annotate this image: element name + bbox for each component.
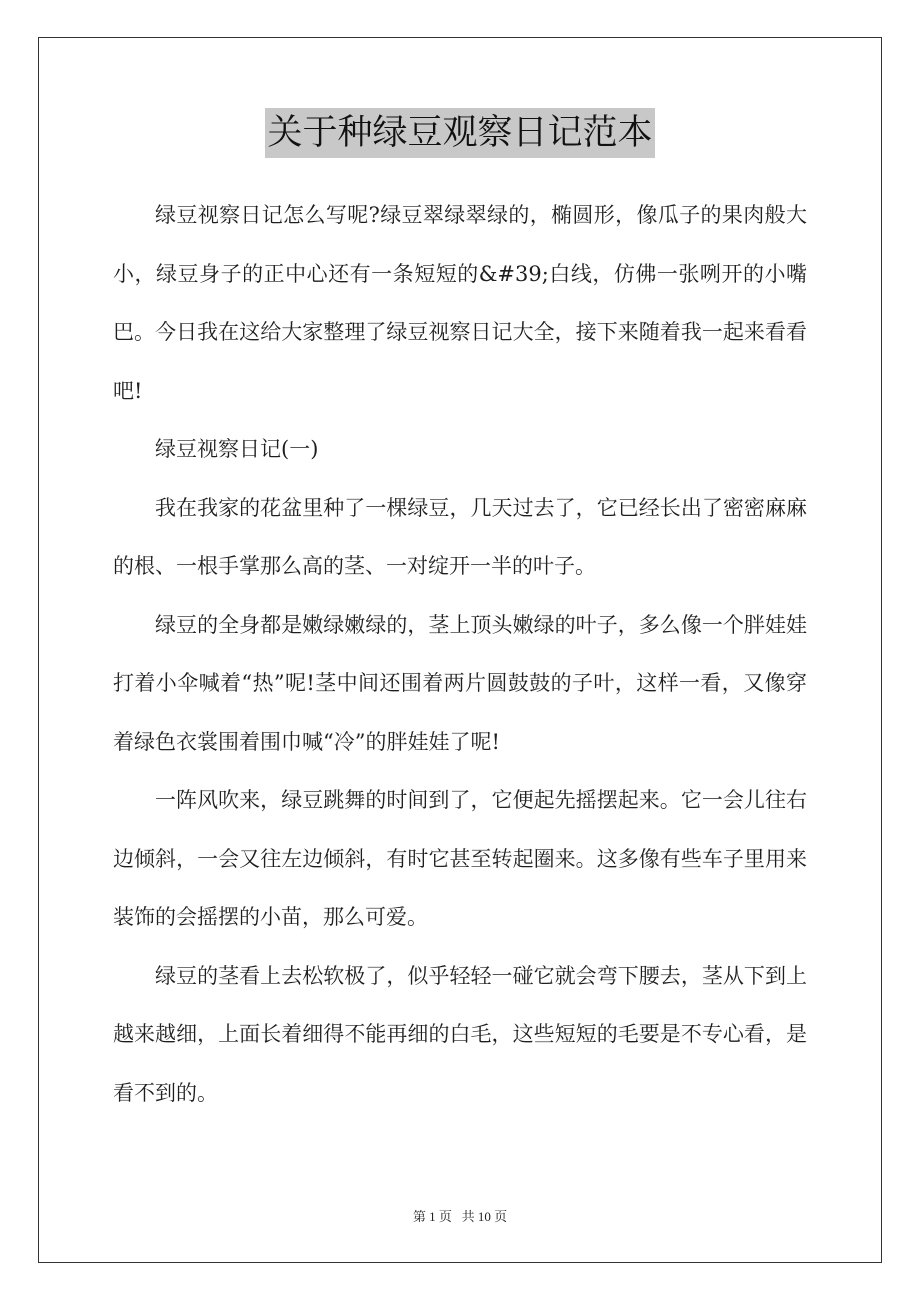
body-paragraph: 一阵风吹来，绿豆跳舞的时间到了，它便起先摇摆起来。它一会儿往右边倾斜，一会又往左边倾斜，有时它甚至转起圈来。这多像有些车子里用来装饰的会摇摆的小苗，那么可爱。 (113, 788, 807, 929)
body-paragraph: 绿豆的茎看上去松软极了，似乎轻轻一碰它就会弯下腰去，茎从下到上越来越细，上面长着细得不能再细的白毛，这些短短的毛要是不专心看，是看不到的。 (113, 963, 807, 1105)
body-paragraph: 绿豆的全身都是嫩绿嫩绿的，茎上顶头嫩绿的叶子，多么像一个胖娃娃打着小伞喊着“热”呢!茎中间还围着两片圆鼓鼓的子叶，这样一看，又像穿着绿色衣裳围着围巾喊“冷”的胖娃娃了呢! (113, 612, 807, 754)
section-heading: 绿豆视察日记(一) (155, 437, 319, 461)
title-container (0, 108, 920, 158)
document-title: 关于种绿豆观察日记范本 (265, 108, 654, 158)
page-number: 第 1 页 (412, 1209, 452, 1224)
body-paragraph: 我在我家的花盆里种了一棵绿豆，几天过去了，它已经长出了密密麻麻的根、一根手掌那么高的茎、一对绽开一半的叶子。 (113, 495, 807, 578)
intro-paragraph: 绿豆视察日记怎么写呢?绿豆翠绿翠绿的，椭圆形，像瓜子的果肉般大小，绿豆身子的正中心还有一条短短的&#39;白线，仿佛一张咧开的小嘴巴。今日我在这给大家整理了绿豆视察日记大全，接下来随着我一起来看看吧! (113, 203, 807, 403)
page-total: 共 10 页 (461, 1209, 508, 1224)
document-body (113, 186, 807, 1122)
page-footer (0, 1206, 920, 1225)
